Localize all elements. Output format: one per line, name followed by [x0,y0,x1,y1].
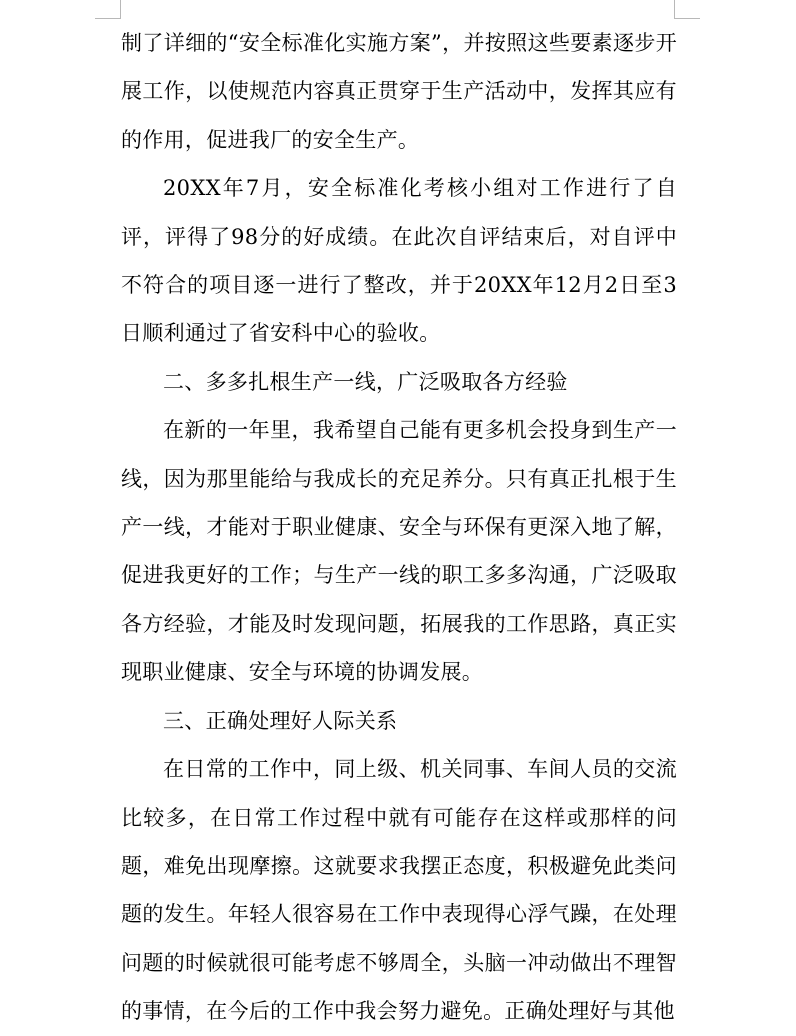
paragraph-1: 制了详细的“安全标准化实施方案”，并按照这些要素逐步开展工作，以使规范内容真正贯穿于生产活动中，发挥其应有的作用，促进我厂的安全生产。 [121,31,677,152]
crop-mark-top-right [674,0,700,19]
paragraph-4: 在日常的工作中，同上级、机关同事、车间人员的交流比较多，在日常工作过程中就有可能存在这样或那样的问题，难免出现摩擦。这就要求我摆正态度，积极避免此类问题的发生。年轻人很容易在工作中表现得心浮气躁，在处理问题的时候就很可能考虑不够周全，头脑一冲动做出不理智的事情，在今后的工作中我会努力避免。正确处理好与其他 [121,757,677,1024]
section-heading-3: 三、正确处理好人际关系 [163,708,398,733]
crop-mark-top-left [95,0,121,19]
paragraph-2: 20XX年7月，安全标准化考核小组对工作进行了自评，评得了98分的好成绩。在此次自评结束后，对自评中不符合的项目逐一进行了整改，并于20XX年12月2日至3日顺利通过了省安科中心的验收。 [121,176,677,346]
section-heading-2: 二、多多扎根生产一线，广泛吸取各方经验 [163,369,568,394]
paragraph-3: 在新的一年里，我希望自己能有更多机会投身到生产一线，因为那里能给与我成长的充足养分。只有真正扎根于生产一线，才能对于职业健康、安全与环保有更深入地了解，促进我更好的工作；与生产一线的职工多多沟通，广泛吸取各方经验，才能及时发现问题，拓展我的工作思路，真正实现职业健康、安全与环境的协调发展。 [121,418,677,685]
document-body [121,19,677,1036]
